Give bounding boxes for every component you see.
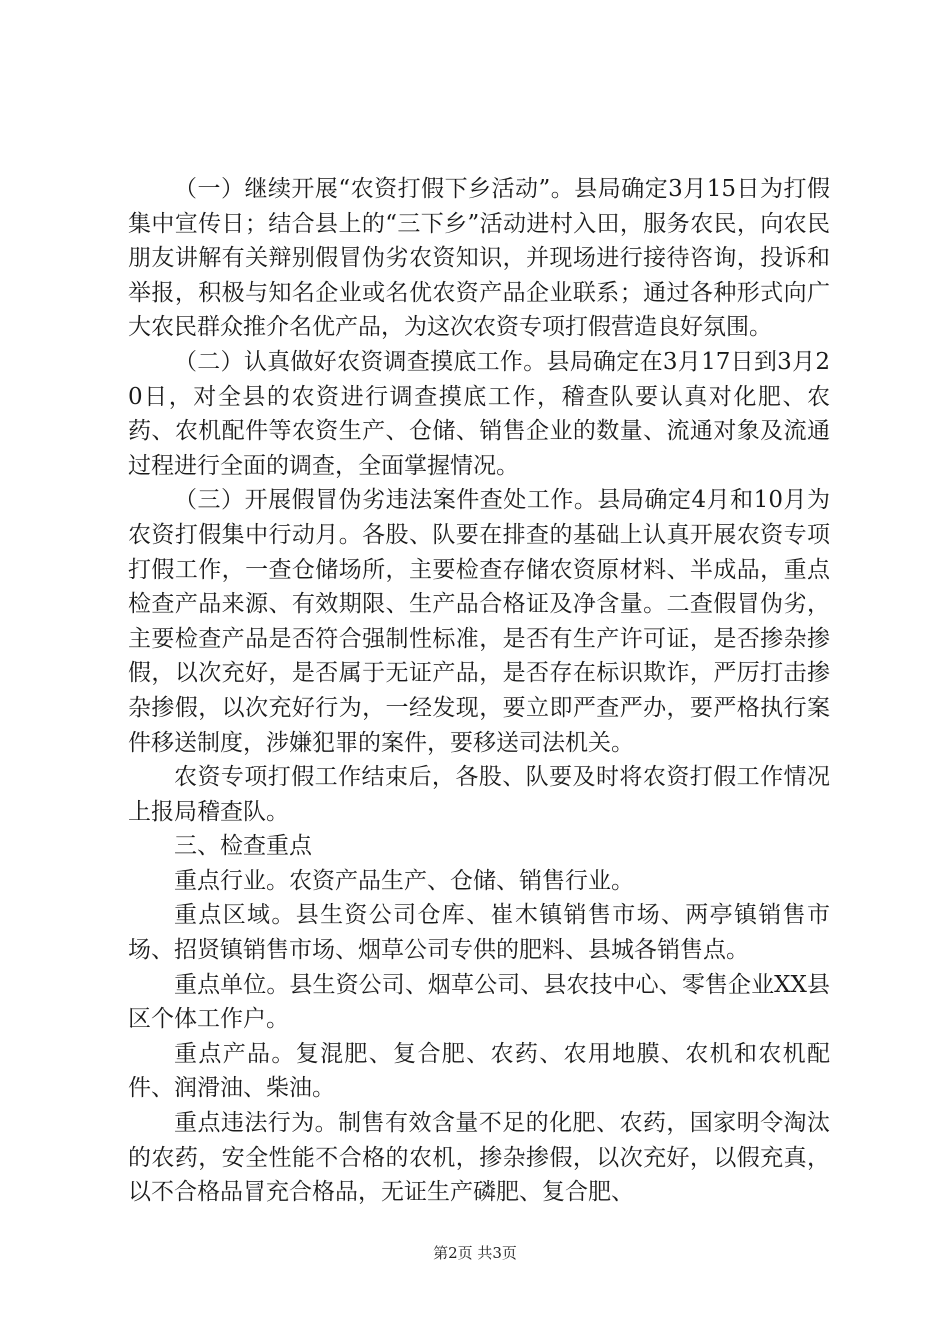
paragraph-2: （二）认真做好农资调查摸底工作。县局确定在3月17日到3月20日，对全县的农资进行调查摸底工作，稽查队要认真对化肥、农药、农机配件等农资生产、仓储、销售企业的数量、流通对象及流通过程进行全面的调查，全面掌握情况。 (128, 348, 830, 479)
paragraph-3: （三）开展假冒伪劣违法案件查处工作。县局确定4月和10月为农资打假集中行动月。各股、队要在排查的基础上认真开展农资专项打假工作，一查仓储场所，主要检查存储农资原材料、半成品，重点检查产品来源、有效期限、生产品合格证及净含量。二查假冒伪劣，主要检查产品是否符合强制性标准，是否有生产许可证，是否掺杂掺假，以次充好，是否属于无证产品，是否存在标识欺诈，严厉打击掺杂掺假，以次充好行为，一经发现，要立即严查严办，要严格执行案件移送制度，涉嫌犯罪的案件，要移送司法机关。 (128, 487, 830, 756)
paragraph-1: （一）继续开展“农资打假下乡活动”。县局确定3月15日为打假集中宣传日；结合县上的“三下乡”活动进村入田，服务农民，向农民朋友讲解有关辩别假冒伪劣农资知识，并现场进行接待咨询，投诉和举报，积极与知名企业或名优农资产品企业联系；通过各种形式向广大农民群众推介名优产品，为这次农资专项打假营造良好氛围。 (128, 176, 830, 341)
paragraph-key-unit: 重点单位。县生资公司、烟草公司、县农技中心、零售企业XX县区个体工作户。 (128, 971, 830, 1033)
paragraph-key-area: 重点区域。县生资公司仓库、崔木镇销售市场、两亭镇销售市场、招贤镇销售市场、烟草公司专供的肥料、县城各销售点。 (128, 902, 830, 964)
paragraph-key-industry: 重点行业。农资产品生产、仓储、销售行业。 (174, 867, 634, 894)
section-heading: 三、检查重点 (174, 833, 312, 860)
document-body (128, 172, 830, 1210)
page-number-footer: 第2页 共3页 (433, 1244, 517, 1262)
paragraph-key-product: 重点产品。复混肥、复合肥、农药、农用地膜、农机和农机配件、润滑油、柴油。 (128, 1040, 830, 1102)
paragraph-key-violation: 重点违法行为。制售有效含量不足的化肥、农药，国家明令淘汰的农药，安全性能不合格的农机，掺杂掺假，以次充好，以假充真，以不合格品冒充合格品，无证生产磷肥、复合肥、 (128, 1110, 830, 1206)
paragraph-4: 农资专项打假工作结束后，各股、队要及时将农资打假工作情况上报局稽查队。 (128, 764, 830, 825)
